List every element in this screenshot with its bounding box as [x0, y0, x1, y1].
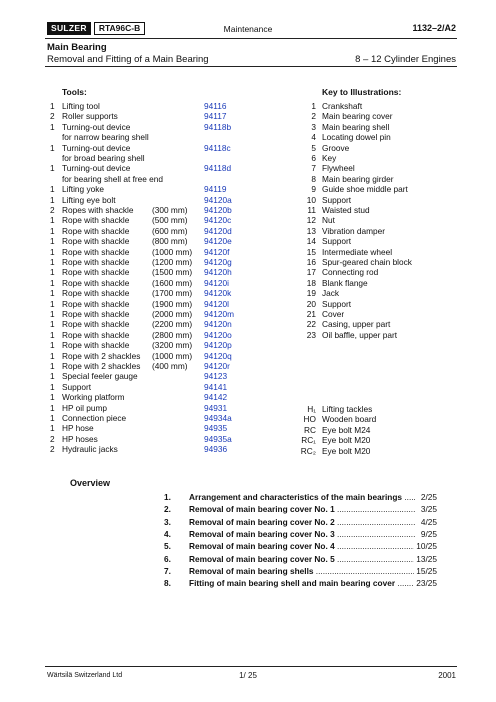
tool-code: 94141	[204, 381, 228, 392]
key-label: Support	[322, 194, 352, 205]
tool-code: 94142	[204, 392, 228, 403]
overview-item[interactable]	[164, 503, 437, 515]
key-number: 20	[306, 298, 316, 309]
key-row	[290, 153, 460, 163]
tool-code: 94120n	[204, 319, 232, 330]
key-row	[290, 163, 460, 173]
tool-row	[0, 132, 300, 142]
tool-name: Special feeler gauge	[62, 371, 138, 382]
tool-code: 94120m	[204, 309, 234, 319]
key-row	[290, 184, 460, 194]
tool-row	[0, 205, 300, 215]
tool-name: Rope with shackle	[62, 225, 130, 236]
key-label: Guide shoe middle part	[322, 184, 408, 195]
key-label: Main bearing cover	[322, 111, 393, 122]
key-label: Waisted stud	[322, 205, 370, 215]
tool-row	[0, 319, 300, 329]
tool-name: Rope with shackle	[62, 277, 130, 288]
key-row	[290, 226, 460, 236]
key-number: 6	[311, 153, 316, 163]
key-number: 22	[306, 319, 316, 330]
key-label: Vibration damper	[322, 225, 386, 236]
tool-quantity: 1	[50, 267, 55, 278]
tool-code: 94120l	[204, 298, 229, 309]
tool-name: for narrow bearing shell	[62, 132, 149, 143]
tool-code: 94119	[204, 184, 227, 195]
tool-quantity: 1	[50, 288, 55, 299]
tool-name: for broad bearing shell	[62, 153, 145, 163]
key-extra-code: RC₂	[300, 445, 316, 456]
tool-code: 94931	[204, 402, 228, 413]
tool-code: 94120f	[204, 246, 230, 257]
footer-rule	[45, 666, 457, 667]
tools-heading: Tools:	[62, 87, 87, 97]
key-row	[290, 299, 460, 309]
key-extra-label: Eye bolt M20	[322, 435, 371, 446]
overview-item-page: 9/25	[420, 528, 437, 539]
tool-row	[0, 299, 300, 309]
tool-quantity: 1	[50, 329, 55, 340]
tool-size: (1000 mm)	[152, 246, 193, 257]
tool-row	[0, 267, 300, 277]
key-extra-label: Wooden board	[322, 414, 377, 425]
tool-size: (500 mm)	[152, 215, 188, 226]
tool-name: Rope with shackle	[62, 319, 130, 330]
tool-size: (2200 mm)	[152, 319, 193, 330]
overview-item-page: 4/25	[420, 516, 437, 527]
overview-item-title: Arrangement and characteristics of the main bearings .....	[189, 491, 415, 503]
key-label: Intermediate wheel	[322, 246, 393, 257]
tool-quantity: 1	[50, 142, 55, 153]
page-subtitle: Removal and Fitting of a Main Bearing	[47, 54, 209, 65]
tool-size: (2000 mm)	[152, 309, 193, 319]
key-row	[290, 309, 460, 319]
tool-name: Lifting yoke	[62, 184, 104, 195]
overview-item-title: Fitting of main bearing shell and main bearing cover .....	[189, 577, 415, 589]
overview-item-number: 5.	[164, 541, 171, 552]
tool-row	[0, 163, 300, 173]
tool-name: Rope with shackle	[62, 215, 130, 226]
tool-code: 94120e	[204, 236, 232, 247]
key-number: 3	[311, 121, 316, 132]
key-row	[290, 195, 460, 205]
tool-code: 94120k	[204, 288, 232, 299]
key-extra-label: Eye bolt M20	[322, 445, 371, 456]
tool-quantity: 1	[50, 257, 55, 267]
tool-name: Rope with shackle	[62, 288, 130, 299]
tool-row	[0, 257, 300, 267]
key-extra-label: Eye bolt M24	[322, 424, 371, 435]
tool-name: Hydraulic jacks	[62, 444, 118, 455]
key-row	[290, 236, 460, 246]
overview-item-number: 6.	[164, 553, 171, 564]
tool-row	[0, 361, 300, 371]
tool-code: 94120b	[204, 205, 232, 215]
tool-code: 94120h	[204, 267, 232, 278]
tool-name: Turning-out device	[62, 163, 131, 174]
tool-row	[0, 215, 300, 225]
tool-name: Rope with shackle	[62, 309, 130, 319]
header-rule	[45, 38, 457, 39]
overview-item[interactable]	[164, 565, 437, 577]
key-row	[290, 111, 460, 121]
tool-row	[0, 309, 300, 319]
key-number: 4	[311, 132, 316, 143]
tool-quantity: 1	[50, 194, 55, 205]
key-number: 7	[311, 163, 316, 174]
tool-name: Working platform	[62, 392, 125, 403]
key-number: 13	[306, 225, 316, 236]
key-number: 21	[306, 309, 316, 319]
tool-name: HP hoses	[62, 433, 98, 444]
tool-code: 94120r	[204, 361, 230, 371]
tool-code: 94120d	[204, 225, 232, 236]
key-extra-row	[290, 404, 460, 414]
key-number: 11	[307, 205, 316, 215]
key-extra-code: H₁	[307, 404, 316, 414]
tool-name: Rope with shackle	[62, 246, 130, 257]
key-label: Main bearing girder	[322, 173, 394, 184]
tool-row	[0, 247, 300, 257]
tool-quantity: 2	[50, 205, 55, 215]
tool-row	[0, 392, 300, 402]
key-heading: Key to Illustrations:	[322, 87, 402, 97]
tool-quantity: 1	[50, 246, 55, 257]
tool-code: 94118b	[204, 121, 232, 132]
key-number: 5	[311, 142, 316, 153]
key-number: 10	[306, 194, 316, 205]
tool-quantity: 1	[50, 423, 55, 434]
key-extra-code: HO	[303, 414, 316, 425]
key-row	[290, 101, 460, 111]
tool-row	[0, 444, 300, 454]
key-number: 14	[306, 236, 316, 247]
overview-item-number: 2.	[164, 504, 171, 515]
tool-quantity: 1	[50, 392, 55, 403]
tool-quantity: 1	[50, 319, 55, 330]
tool-name: Rope with shackle	[62, 298, 130, 309]
overview-item[interactable]	[164, 528, 437, 540]
overview-item[interactable]	[164, 491, 437, 503]
key-label: Support	[322, 298, 352, 309]
tool-quantity: 1	[50, 101, 55, 111]
overview-item-page: 2/25	[420, 492, 437, 502]
tool-code: 94935	[204, 423, 228, 434]
tool-row	[0, 371, 300, 381]
tool-quantity: 1	[50, 350, 55, 361]
overview-item-page: 15/25	[416, 565, 437, 576]
tool-code: 94123	[204, 371, 228, 382]
tool-code: 94118d	[204, 163, 232, 174]
tool-code: 94120q	[204, 350, 232, 361]
overview-item-page: 13/25	[416, 553, 437, 564]
tool-row	[0, 101, 300, 111]
tool-name: HP hose	[62, 423, 94, 434]
tool-code: 94118c	[204, 142, 231, 153]
key-row	[290, 132, 460, 142]
key-label: Key	[322, 153, 337, 163]
section-label: Maintenance	[223, 24, 273, 34]
tool-row	[0, 423, 300, 433]
key-label: Main bearing shell	[322, 121, 390, 132]
key-label: Crankshaft	[322, 101, 363, 111]
tool-code: 94120c	[204, 215, 232, 226]
tool-name: Turning-out device	[62, 142, 131, 153]
tool-name: Roller supports	[62, 111, 118, 122]
tool-name: for bearing shell at free end	[62, 173, 164, 184]
overview-item-page: 3/25	[420, 504, 437, 515]
key-label: Connecting rod	[322, 267, 379, 278]
tool-row	[0, 236, 300, 246]
key-row	[290, 267, 460, 277]
tool-row	[0, 351, 300, 361]
key-label: Jack	[322, 288, 340, 299]
tool-quantity: 1	[50, 236, 55, 247]
overview-heading: Overview	[70, 478, 111, 488]
tool-quantity: 1	[50, 402, 55, 413]
overview-item-number: 1.	[164, 492, 171, 502]
key-number: 16	[306, 257, 316, 267]
tool-quantity: 2	[50, 111, 55, 122]
key-row	[290, 122, 460, 132]
tool-size: (1600 mm)	[152, 277, 193, 288]
engine-range: 8 – 12 Cylinder Engines	[355, 54, 456, 65]
tool-name: Support	[62, 381, 92, 392]
key-row	[290, 215, 460, 225]
tool-row	[0, 278, 300, 288]
key-label: Support	[322, 236, 352, 247]
tool-row	[0, 288, 300, 298]
tool-row	[0, 153, 300, 163]
overview-item[interactable]	[164, 577, 437, 589]
tool-name: Rope with shackle	[62, 257, 130, 267]
overview-item-title: Removal of main bearing shells .....	[189, 565, 415, 577]
tool-quantity: 1	[50, 361, 55, 371]
tool-row	[0, 111, 300, 121]
tool-quantity: 1	[50, 298, 55, 309]
tool-size: (1200 mm)	[152, 257, 193, 267]
tool-code: 94120p	[204, 340, 232, 351]
overview-item-number: 3.	[164, 516, 171, 527]
tool-size: (2800 mm)	[152, 329, 193, 340]
tool-name: Rope with shackle	[62, 236, 130, 247]
tool-size: (300 mm)	[152, 205, 188, 215]
tool-name: Rope with 2 shackles	[62, 361, 141, 371]
key-label: Oil baffle, upper part	[322, 329, 398, 340]
tool-name: Lifting eye bolt	[62, 194, 116, 205]
key-extra-label: Lifting tackles	[322, 404, 373, 414]
tool-row	[0, 174, 300, 184]
key-label: Cover	[322, 309, 345, 319]
tool-code: 94117	[204, 111, 227, 122]
key-number: 23	[306, 329, 316, 340]
document-number: 1132–2/A2	[412, 23, 456, 33]
key-number: 18	[306, 277, 316, 288]
tool-size: (400 mm)	[152, 361, 188, 371]
tool-size: (1700 mm)	[152, 288, 193, 299]
key-label: Blank flange	[322, 277, 368, 288]
key-row	[290, 143, 460, 153]
key-row	[290, 174, 460, 184]
tool-name: Rope with shackle	[62, 267, 130, 278]
key-extra-row	[290, 446, 460, 456]
key-row	[290, 205, 460, 215]
footer-year: 2001	[438, 671, 456, 680]
tool-size: (1900 mm)	[152, 298, 193, 309]
overview-item[interactable]	[164, 553, 437, 565]
key-row	[290, 278, 460, 288]
tool-quantity: 1	[50, 215, 55, 226]
footer-page-number: 1/ 25	[239, 671, 257, 680]
key-label: Locating dowel pin	[322, 132, 391, 143]
tool-size: (1000 mm)	[152, 350, 193, 361]
tool-row	[0, 403, 300, 413]
overview-item-title: Removal of main bearing cover No. 1 .....	[189, 503, 415, 515]
tool-name: Rope with shackle	[62, 329, 130, 340]
key-number: 2	[311, 111, 316, 122]
tool-name: Ropes with shackle	[62, 205, 134, 215]
tool-name: HP oil pump	[62, 402, 108, 413]
overview-item-number: 7.	[164, 565, 171, 576]
key-row	[290, 288, 460, 298]
key-row	[290, 330, 460, 340]
brand-name: SULZER	[47, 22, 91, 35]
tool-code: 94120a	[204, 194, 232, 205]
overview-item-title: Removal of main bearing cover No. 5 .....	[189, 553, 415, 565]
key-number: 9	[311, 184, 316, 195]
tool-quantity: 1	[50, 381, 55, 392]
tool-code: 94934a	[204, 413, 232, 423]
tool-code: 94935a	[204, 433, 232, 444]
tool-row	[0, 195, 300, 205]
tool-name: Turning-out device	[62, 121, 131, 132]
tool-size: (600 mm)	[152, 225, 188, 236]
tool-quantity: 1	[50, 163, 55, 174]
tool-code: 94120i	[204, 277, 229, 288]
tool-quantity: 1	[50, 277, 55, 288]
overview-item[interactable]	[164, 540, 437, 552]
tool-row	[0, 434, 300, 444]
tool-row	[0, 382, 300, 392]
key-row	[290, 319, 460, 329]
key-label: Spur-geared chain block	[322, 257, 412, 267]
tool-row	[0, 413, 300, 423]
overview-item-page: 23/25	[416, 578, 437, 589]
tool-quantity: 1	[50, 309, 55, 319]
key-extra-row	[290, 414, 460, 424]
key-extra-row	[290, 425, 460, 435]
key-number: 12	[306, 215, 316, 226]
tool-name: Connection piece	[62, 413, 127, 423]
tool-quantity: 1	[50, 184, 55, 195]
key-extra-code: RC₁	[301, 435, 316, 446]
tool-quantity: 1	[50, 413, 55, 423]
tool-code: 94116	[204, 101, 227, 111]
tool-quantity: 1	[50, 225, 55, 236]
tool-quantity: 2	[50, 444, 55, 455]
overview-item-title: Removal of main bearing cover No. 4 .....	[189, 540, 415, 552]
overview-item-page: 10/25	[416, 541, 437, 552]
tool-name: Rope with shackle	[62, 340, 130, 351]
subtitle-rule	[45, 66, 457, 67]
tool-size: (3200 mm)	[152, 340, 193, 351]
tool-quantity: 1	[50, 121, 55, 132]
tool-code: 94120o	[204, 329, 232, 340]
key-row	[290, 257, 460, 267]
tool-row	[0, 340, 300, 350]
key-label: Nut	[322, 215, 335, 226]
key-row	[290, 247, 460, 257]
tool-row	[0, 122, 300, 132]
tool-quantity: 2	[50, 433, 55, 444]
tool-quantity: 1	[50, 371, 55, 382]
footer-company: Wärtsilä Switzerland Ltd	[47, 672, 123, 679]
tool-row	[0, 330, 300, 340]
overview-item-title: Removal of main bearing cover No. 2 .....	[189, 516, 415, 528]
key-label: Groove	[322, 142, 350, 153]
key-number: 1	[311, 101, 316, 111]
key-number: 17	[306, 267, 316, 278]
key-extra-code: RC	[304, 424, 316, 435]
key-number: 19	[306, 288, 316, 299]
tool-size: (800 mm)	[152, 236, 188, 247]
tool-quantity: 1	[50, 340, 55, 351]
overview-item-number: 4.	[164, 528, 171, 539]
tool-name: Rope with 2 shackles	[62, 350, 141, 361]
key-number: 8	[311, 173, 316, 184]
key-number: 15	[306, 246, 316, 257]
tool-code: 94120g	[204, 257, 232, 267]
tool-code: 94936	[204, 444, 228, 455]
engine-model: RTA96C-B	[94, 22, 145, 35]
key-label: Flywheel	[322, 163, 355, 174]
tool-size: (1500 mm)	[152, 267, 193, 278]
tool-row	[0, 184, 300, 194]
tool-row	[0, 143, 300, 153]
key-extra-row	[290, 435, 460, 445]
key-label: Casing, upper part	[322, 319, 391, 330]
page-title: Main Bearing	[47, 42, 107, 53]
overview-item-number: 8.	[164, 578, 171, 589]
overview-item-title: Removal of main bearing cover No. 3 .....	[189, 528, 415, 540]
tool-name: Lifting tool	[62, 101, 100, 111]
overview-item[interactable]	[164, 516, 437, 528]
tool-row	[0, 226, 300, 236]
